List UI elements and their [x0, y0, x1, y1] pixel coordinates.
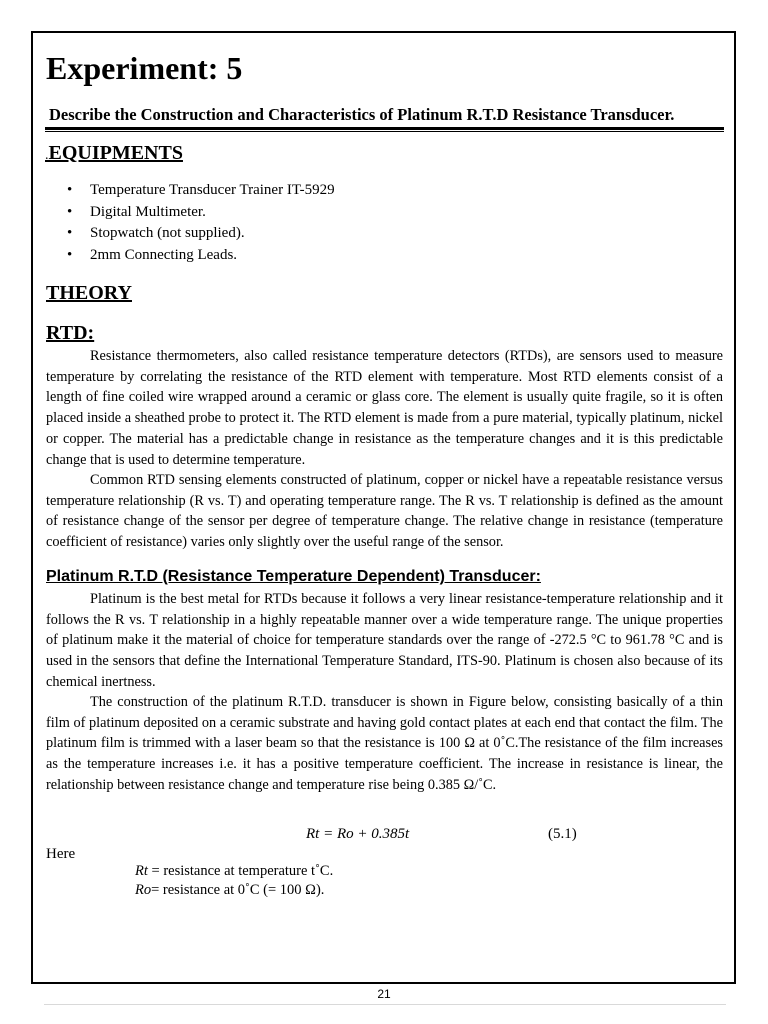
list-item: • 2mm Connecting Leads.	[45, 245, 335, 267]
equation-number: (5.1)	[548, 826, 577, 842]
equipment-list	[45, 180, 335, 266]
equation-formula: Rt = Ro + 0.385t	[306, 826, 410, 842]
rtd-paragraph-1: Resistance thermometers, also called resistance temperature detectors (RTDs), are sensors used to measure temperature by correlating the resistance of the RTD element with temperature. Most RTD elements consist of a length of fine coiled wire wrapped around a ceramic or glass core. The element is usually quite fragile, so it is often placed inside a sheathed probe to protect it. The RTD element is made from a pure material, typically platinum, nickel or copper. The material has a predictable change in resistance as the temperature changes and it is this predictable change that is used to determine temperature.	[46, 348, 723, 468]
equipments-prefix: .	[45, 148, 49, 163]
definition-rt	[135, 863, 333, 880]
title-rule-thick	[45, 127, 724, 130]
symbol-rt: Rt	[135, 863, 148, 879]
footer-rule	[44, 1004, 726, 1005]
page-number: 21	[377, 987, 391, 1001]
platinum-paragraph-1: Platinum is the best metal for RTDs because it follows a very linear resistance-temperature relationship and it follows the R vs. T relationship in a highly repeatable manner over a wide temperature range. The unique properties of platinum make it the material of choice for temperature standards over the range of -272.5 °C to 961.78 °C and is used in the sensors that define the International Temperature Standard, ITS-90. Platinum is chosen also because of its chemical inertness.	[46, 591, 723, 690]
list-item: • Digital Multimeter.	[45, 202, 335, 224]
symbol-ro: Ro	[135, 882, 152, 898]
platinum-paragraph-2: The construction of the platinum R.T.D. transducer is shown in Figure below, consisting basically of a thin film of platinum deposited on a ceramic substrate and having gold contact plates at each end that contact the film. The platinum film is trimmed with a laser beam so that the resistance is 100 Ω at 0˚C.The resistance of the film increases as the temperature increases i.e. it has a positive temperature coefficient. The increase in resistance is linear, the relationship between resistance change and temperature rise being 0.385 Ω/˚C.	[46, 694, 723, 793]
experiment-subtitle: Describe the Construction and Characteristics of Platinum R.T.D Resistance Transducer.	[49, 105, 675, 124]
title-rule-thin	[45, 131, 724, 132]
theory-heading: THEORY	[46, 282, 132, 304]
rtd-paragraph-2: Common RTD sensing elements constructed of platinum, copper or nickel have a repeatable resistance versus temperature relationship (R vs. T) and operating temperature range. The R vs. T relationship is defined as the amount of resistance change of the sensor per degree of temperature change. The relative change in resistance (temperature coefficient of resistance) varies only slightly over the useful range of the sensor.	[46, 472, 723, 551]
platinum-rtd-heading: Platinum R.T.D (Resistance Temperature Dependent) Transducer:	[46, 568, 541, 585]
experiment-title: Experiment: 5	[46, 50, 243, 86]
list-item: • Temperature Transducer Trainer IT-5929	[45, 180, 335, 202]
here-label: Here	[46, 846, 76, 862]
equipments-heading-text: EQUIPMENTS	[48, 142, 183, 164]
equipments-heading	[45, 141, 183, 168]
definition-ro	[135, 882, 324, 899]
list-item: • Stopwatch (not supplied).	[45, 223, 335, 245]
rtd-heading: RTD:	[46, 322, 95, 344]
definition-rt-text: = resistance at temperature t˚C.	[147, 863, 334, 879]
definition-ro-text: = resistance at 0˚C (= 100 Ω).	[151, 882, 325, 898]
